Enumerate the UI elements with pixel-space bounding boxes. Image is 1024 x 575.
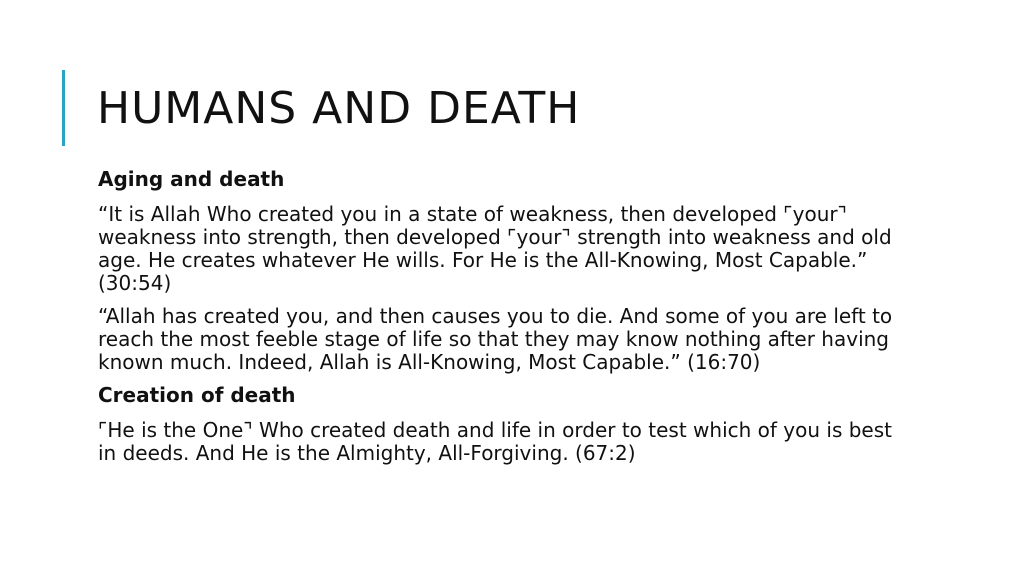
section-heading-creation: Creation of death — [98, 383, 296, 407]
slide-body — [98, 168, 903, 475]
quote-16-70: “Allah has created you, and then causes you to die. And some of you are left to reach the most feeble stage of life so that they may know nothing after having known much. Indeed, Allah is All-Knowing, Most Capable.” (16:70) — [98, 304, 893, 374]
section-heading-aging: Aging and death — [98, 167, 285, 191]
slide-title: HUMANS AND DEATH — [97, 83, 581, 134]
title-accent-bar — [62, 70, 65, 146]
quote-67-2: ⌜He is the One⌝ Who created death and life in order to test which of you is best in deeds. And He is the Almighty, All-Forgiving. (67:2) — [98, 418, 892, 465]
quote-30-54: “It is Allah Who created you in a state of weakness, then developed ⌜your⌝ weakness into strength, then developed ⌜your⌝ strength into weakness and old age. He creates whatever He wills. For He is the All-Knowing, Most Capable.” (30:54) — [98, 202, 892, 295]
